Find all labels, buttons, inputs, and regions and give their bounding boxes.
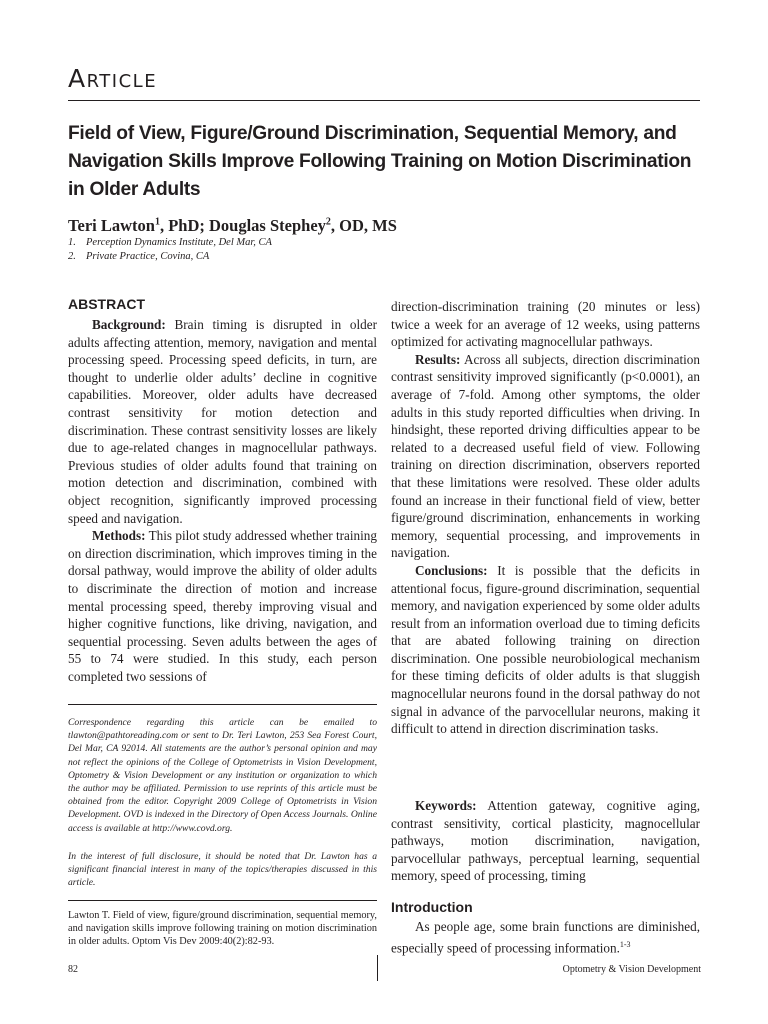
background-paragraph: Background: Brain timing is disrupted in older adults affecting attention, memory, navigation and mental processing speed. Processing speed deficits, in turn, are thought to underlie older adults’ decline in cognitive capabilities. Moreover, older adults have decreased contrast sensitivity for motion detection and discrimination. These contrast sensitivity losses are likely due to age-related changes in magnocellular pathways. Previous studies of older adults found that training on motion detection and discrimination, combined with object recognition, significantly improved processing speed and navigation. <box>68 317 377 526</box>
reference-marker: 1-3 <box>619 939 631 949</box>
journal-name: Optometry & Vision Development <box>562 964 701 975</box>
keywords-label: Keywords: <box>415 798 477 813</box>
abstract-left-column <box>68 316 377 685</box>
column-divider <box>377 955 378 981</box>
author-1-degree: , PhD; <box>159 216 209 235</box>
header-rule <box>68 100 700 101</box>
article-title: Field of View, Figure/Ground Discrimination, Sequential Memory, and Navigation Skills Improve Following Training on Motion Discrimination in Older Adults <box>68 123 692 200</box>
affiliations <box>68 236 272 264</box>
affiliation-item: 1. Perception Dynamics Institute, Del Mar, CA <box>68 237 272 248</box>
authors-line <box>68 216 397 236</box>
page-number: 82 <box>68 964 78 975</box>
results-label: Results: <box>415 351 461 367</box>
citation: Lawton T. Field of view, figure/ground discrimination, sequential memory, and navigation skills improve following training on motion discrimination in older adults. Optom Vis Dev 2009:40(2):82-93. <box>68 910 377 948</box>
footnote-rule <box>68 704 377 705</box>
background-label: Background: <box>92 317 166 332</box>
methods-paragraph: Methods: This pilot study addressed whether training on direction discrimination, which improves timing in the dorsal pathway, would improve the ability of older adults to discriminate the direction of motion and increase mental processing speed, thereby improving visual and higher cognitive functions, like driving, navigation, and sequential processing. Seven adults between the ages of 55 to 74 were studied. In this study, each person completed two sessions of <box>68 528 377 684</box>
author-2-degree: , OD, MS <box>330 216 397 235</box>
author-1-affil-mark: 1 <box>154 216 160 228</box>
author-1-name: Teri Lawton <box>68 216 155 235</box>
methods-label: Methods: <box>92 528 146 544</box>
citation-rule <box>68 900 377 901</box>
introduction-heading: Introduction <box>391 899 473 915</box>
section-kicker: Article <box>68 64 158 93</box>
methods-continued: direction-discrimination training (20 minutes or less) twice a week for an average of 12 weeks, using patterns optimized for activating magnocellular pathways. <box>391 299 700 350</box>
correspondence-note: Correspondence regarding this article can be emailed to tlawton@pathtoreading.com or sent to Dr. Teri Lawton, 253 Sea Forest Court, Del Mar, CA 92014. All statements are the author’s personal opinion and may not reflect the opinions of the College of Optometrists in Vision Development, Optometry & Vision Development or any institution or organization to which the author may be affiliated. Permission to use reprints of this article must be obtained from the editor. Copyright 2009 College of Optometrists in Vision Development. OVD is indexed in the Directory of Open Access Journals. Online access is available at http://www.covd.org. <box>68 717 377 834</box>
keywords: Keywords: Attention gateway, cognitive aging, contrast sensitivity, cortical plasticity, magnocellular pathways, motion discrimination, navigation, parvocellular pathways, perceptual learning, sequential memory, speed of processing, timing <box>391 798 700 884</box>
introduction-text: As people age, some brain functions are diminished, especially speed of processing information.$^{1-3}$ <box>391 919 700 955</box>
author-2-name: Douglas Stephey <box>209 216 326 235</box>
affiliation-item: 2. Private Practice, Covina, CA <box>68 251 210 262</box>
abstract-right-column <box>391 298 700 738</box>
results-paragraph: Results: Across all subjects, direction discrimination contrast sensitivity improved significantly (p<0.0001), an average of 7-fold. Among other symptoms, the older adults in this study reported difficulties when driving. In hindsight, these reported driving difficulties appear to be related to a decreased useful field of view. Following training on direction discrimination, observers reported that these limitations were resolved. These older adults found an increase in their functional field of view, better figure/ground discrimination, enhancements in working memory, sequential processing, and improvements in navigation. <box>391 351 700 561</box>
conclusions-label: Conclusions: <box>415 562 488 578</box>
conclusions-paragraph: Conclusions: It is possible that the deficits in attentional focus, figure-ground discrimination, sequential memory, and navigation experienced by some older adults result from an information overload due to timing deficits that are abated following training on direction discrimination. One possible neurobiological mechanism for these timing deficits of older adults is that sluggish magnocellular neurons found in the dorsal pathway do not signal in advance of the parvocellular neurons, making it difficult to attend in direction discrimination tasks. <box>391 562 700 737</box>
author-2-affil-mark: 2 <box>325 216 331 228</box>
abstract-heading: ABSTRACT <box>68 296 145 312</box>
disclosure-note: In the interest of full disclosure, it should be noted that Dr. Lawton has a significant financial interest in many of the topics/therapies discussed in this article. <box>68 851 377 889</box>
